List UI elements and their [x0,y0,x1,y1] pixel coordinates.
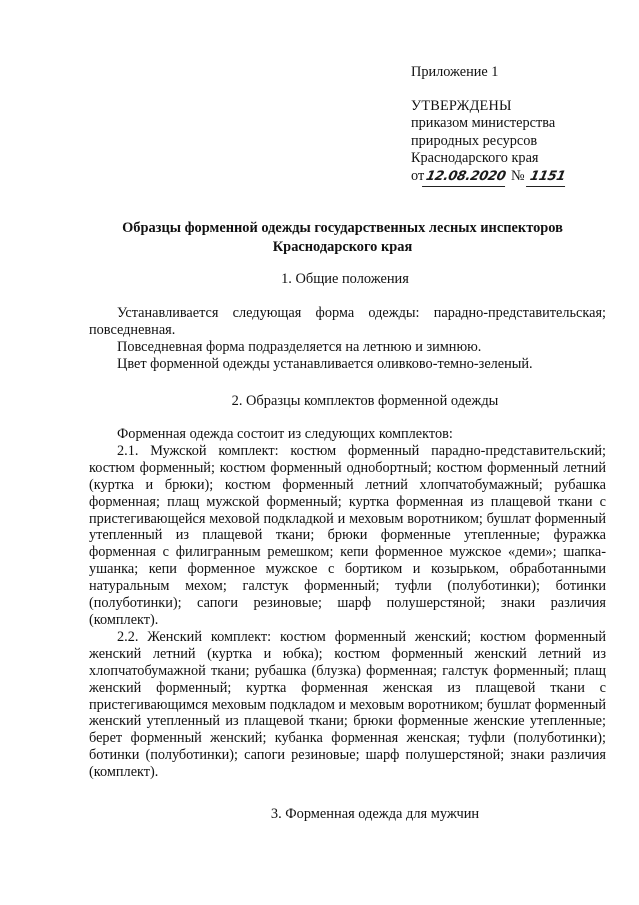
approved-label: УТВЕРЖДЕНЫ [411,97,512,114]
section-1-paragraph: Цвет форменной одежды устанавливается оливково-темно-зеленый. [117,355,533,372]
handwritten-number: 1151 [526,168,569,187]
title-line-2: Краснодарского края [272,238,413,255]
section-1-heading: 1. Общие положения [281,271,409,287]
number-sign: № [511,167,525,184]
appendix-label: Приложение 1 [411,64,499,80]
approval-line-1: приказом министерства [411,115,556,132]
approval-line-2: природных ресурсов [411,132,538,149]
section-2-2-paragraph: 2.2. Женский комплект: костюм форменный женский; костюм форменный женский летний (куртка и юбка); костюм форменный женский летний из хлопчатобумажной ткани; рубашка (блузка) форменная; галстук форменный; плащ женский форменный; куртка форменная женская из плащевой ткани с пристегивающимся меховым подкладом и меховым воротником; бушлат форменный женский утепленный из плащевой ткани; брюки форменные женские утепленные; берет форменный женский; кубанка форменная женская; туфли (полуботинки); ботинки (полуботинки); сапоги резиновые; шарф полушерстяной; знаки различия (комплект). [89,628,606,781]
section-2-body [89,426,606,781]
handwritten-date: 12.08.2020 [422,168,509,187]
section-1-paragraph: Устанавливается следующая форма одежды: парадно-представительская; повседневная. [89,305,606,338]
approval-date-number [411,168,626,187]
section-3-heading: 3. Форменная одежда для мужчин [270,806,480,822]
from-prefix: от [411,167,425,184]
section-1-body [89,305,606,373]
section-2-heading: 2. Образцы комплектов форменной одежды [231,393,499,409]
section-2-intro: Форменная одежда состоит из следующих комплектов: [117,426,453,442]
approval-block [411,64,626,187]
section-2-1-paragraph: 2.1. Мужской комплект: костюм форменный парадно-представительский; костюм форменный; костюм форменный однобортный; костюм форменный летний (куртка и брюки); костюм форменный летний хлопчатобумажный; рубашка форменная; плащ мужской форменный; куртка форменная из плащевой ткани с пристегивающейся меховой подкладкой и меховым воротником; бушлат форменный утепленный из плащевой ткани; брюки форменные утепленные; фуражка форменная с филигранным ремешком; кепи форменное мужское «деми»; шапка-ушанка; кепи форменное мужское с бортиком и козырьком, обработанными натуральным мехом; галстук форменный; туфли (полуботинки); ботинки (полуботинки); сапоги резиновые; шарф полушерстяной; знаки различия (комплект). [89,442,606,628]
document-title [90,219,595,256]
title-line-1: Образцы форменной одежды государственных лесных инспекторов [122,220,563,236]
approval-line-3: Краснодарского края [411,150,539,167]
section-1-paragraph: Повседневная форма подразделяется на летнюю и зимнюю. [117,338,482,355]
